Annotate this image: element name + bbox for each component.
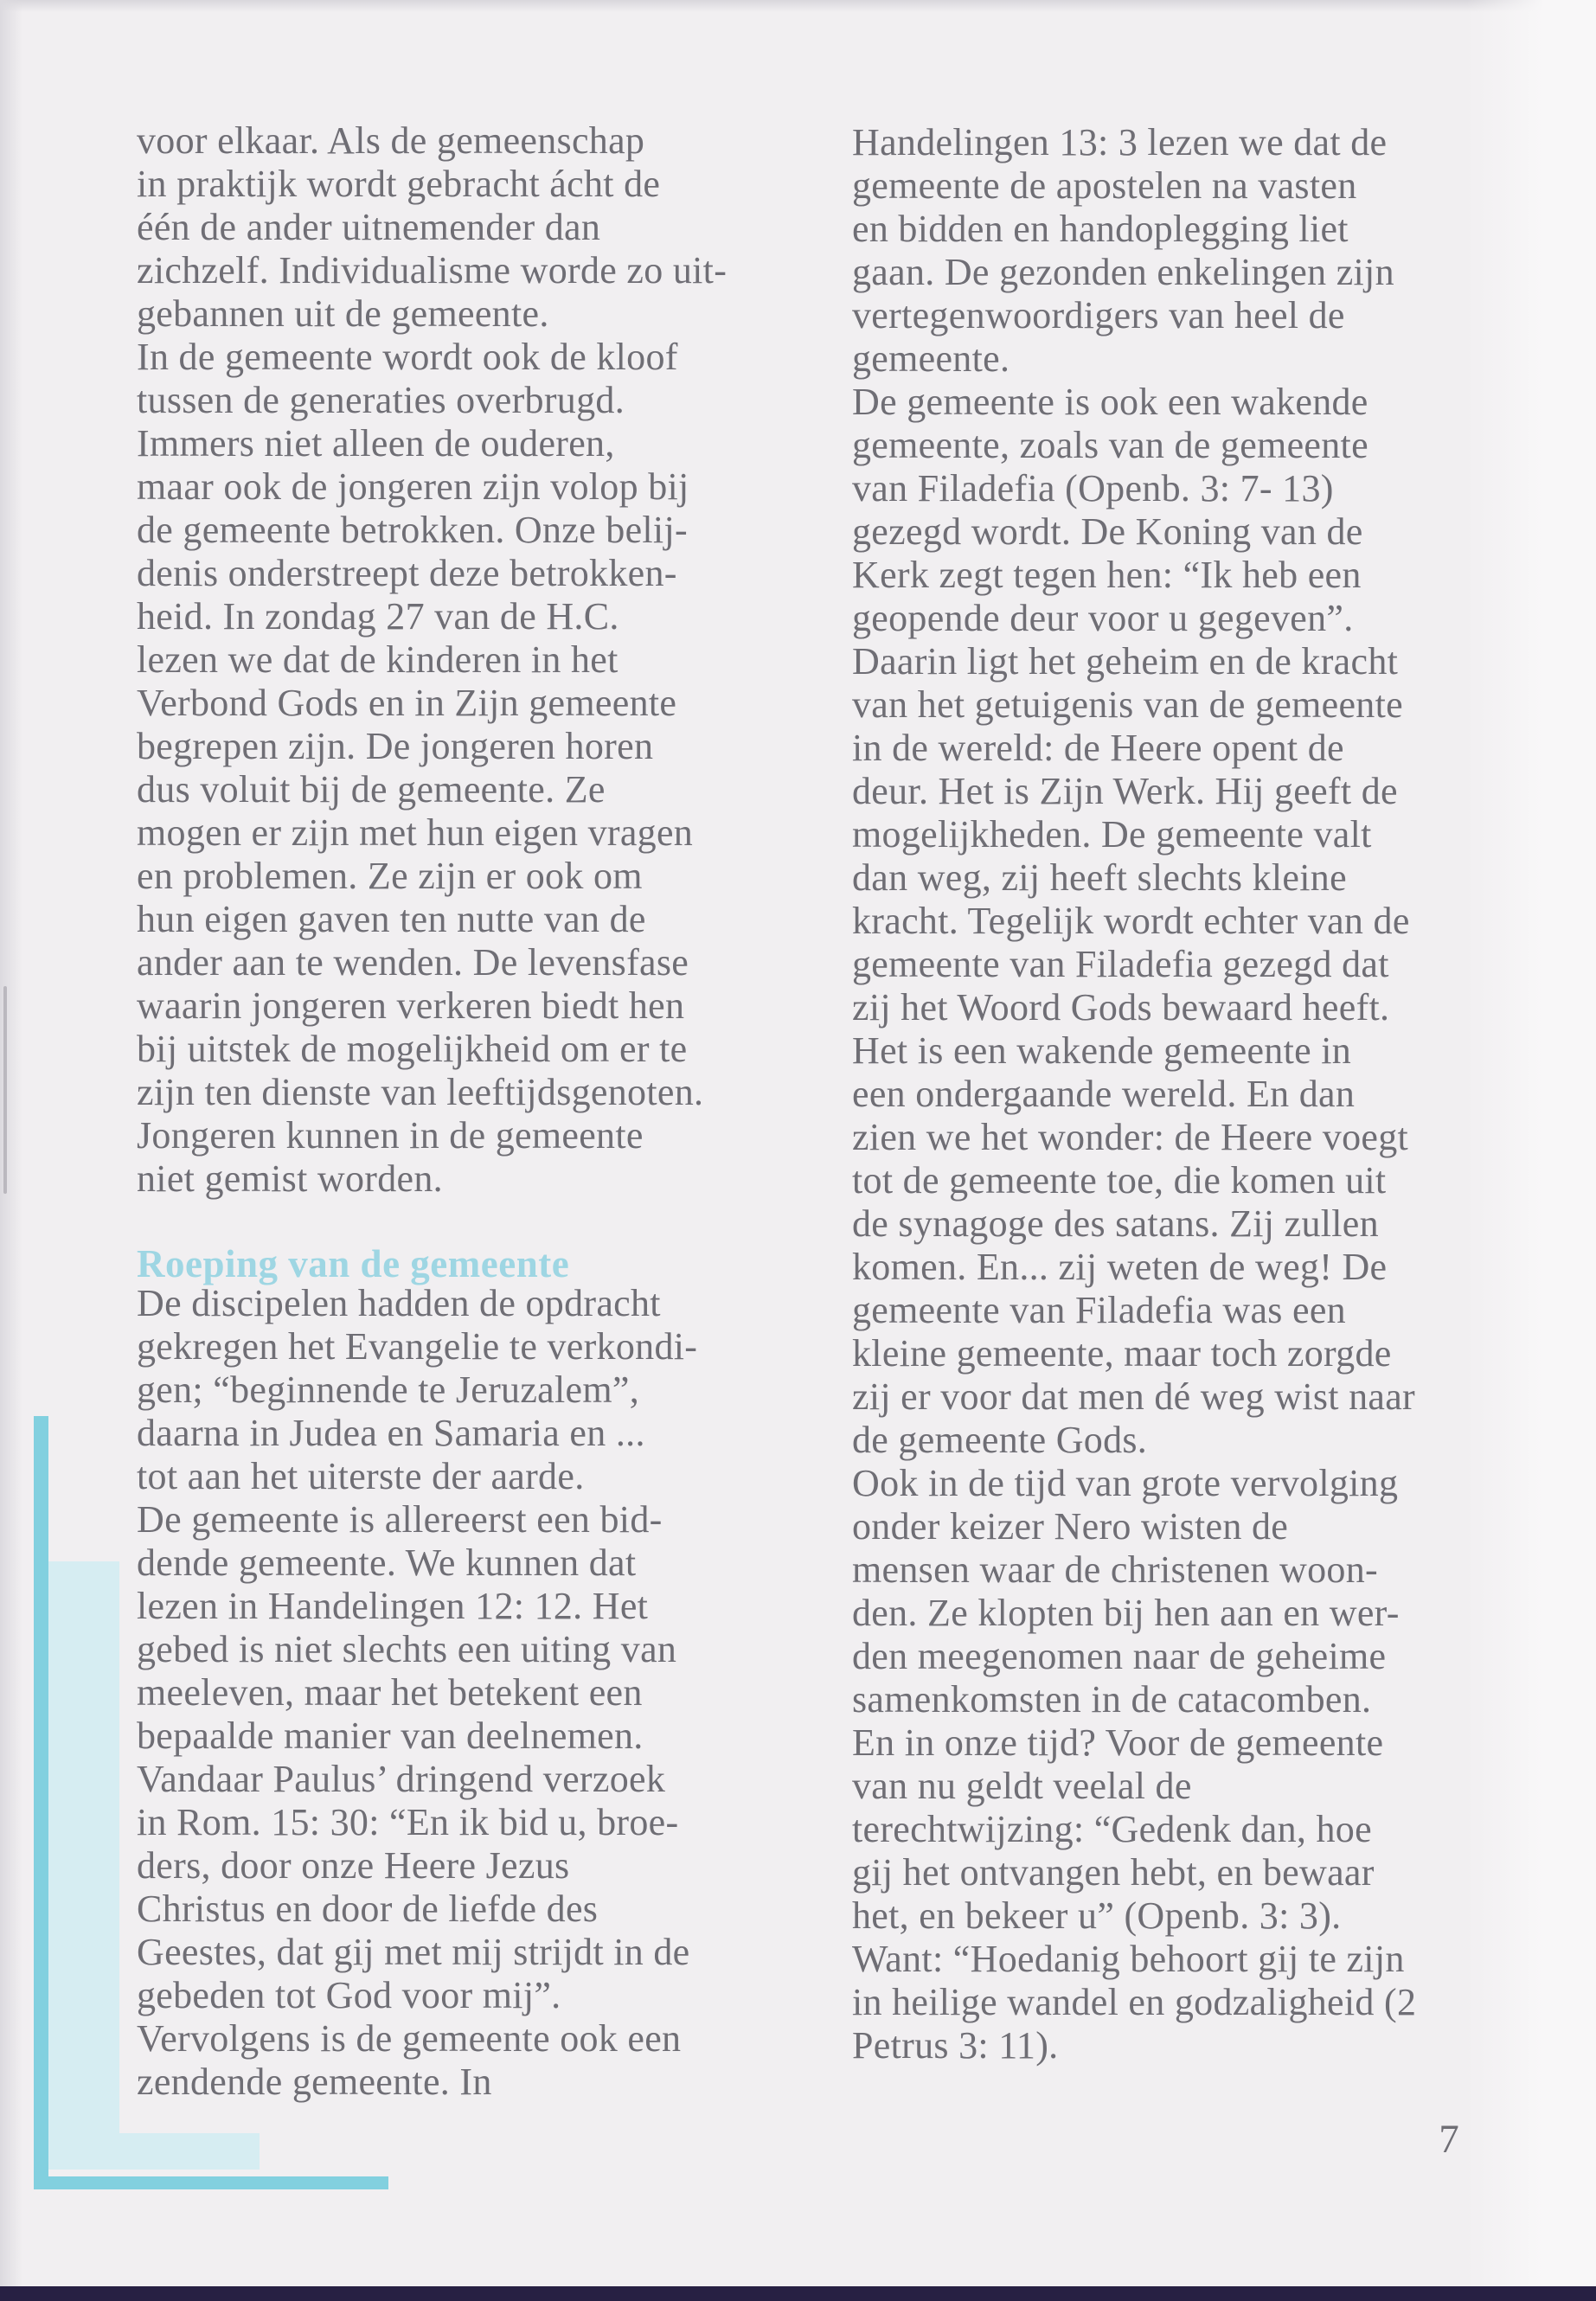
text-line: maar ook de jongeren zijn volop bij [137, 465, 689, 508]
text-line: Christus en door de liefde des [137, 1888, 599, 1930]
text-line: den. Ze klopten bij hen aan en wer- [852, 1592, 1400, 1634]
text-line: dende gemeente. We kunnen dat [137, 1541, 637, 1584]
text-line: De gemeente is allereerst een bid- [137, 1498, 663, 1541]
text-line: den meegenomen naar de geheime [852, 1635, 1387, 1677]
text-line: Kerk zegt tegen hen: “Ik heb een [852, 554, 1362, 596]
text-line: ders, door onze Heere Jezus [137, 1844, 570, 1887]
text-line: zien we het wonder: de Heere voegt [852, 1116, 1409, 1158]
text-line: Verbond Gods en in Zijn gemeente [137, 682, 677, 724]
text-line: zichzelf. Individualisme worde zo uit- [137, 249, 727, 292]
text-line: lezen we dat de kinderen in het [137, 638, 619, 681]
text-line: gij het ontvangen hebt, en bewaar [852, 1851, 1375, 1894]
text-line: gezegd wordt. De Koning van de [852, 510, 1363, 553]
decor-cyan-vertical-bar [34, 1416, 48, 2189]
text-line: komen. En... zij weten de weg! De [852, 1246, 1388, 1288]
text-line: niet gemist worden. [137, 1157, 443, 1200]
text-line: in praktijk wordt gebracht ácht de [137, 163, 661, 205]
text-line: gemeente van Filadefia was een [852, 1289, 1346, 1331]
text-line: en bidden en handoplegging liet [852, 208, 1349, 250]
text-line: Het is een wakende gemeente in [852, 1029, 1352, 1072]
text-line: in de wereld: de Heere opent de [852, 727, 1344, 769]
text-line: Ook in de tijd van grote vervolging [852, 1462, 1399, 1504]
text-line: Vervolgens is de gemeente ook een [137, 2017, 682, 2060]
text-line: dus voluit bij de gemeente. Ze [137, 768, 606, 811]
right-column [852, 121, 1527, 2067]
text-line: deur. Het is Zijn Werk. Hij geeft de [852, 770, 1398, 812]
text-line: gebannen uit de gemeente. [137, 292, 549, 335]
left-column-paragraph-1 [137, 119, 811, 1201]
text-line: de gemeente Gods. [852, 1419, 1148, 1461]
text-line: tot aan het uiterste der aarde. [137, 1455, 585, 1497]
text-line: gen; “beginnende te Jeruzalem”, [137, 1368, 640, 1411]
text-line: begrepen zijn. De jongeren horen [137, 725, 654, 767]
text-line: van Filadefia (Openb. 3: 7- 13) [852, 467, 1334, 510]
text-line: en problemen. Ze zijn er ook om [137, 855, 643, 897]
text-line: het, en bekeer u” (Openb. 3: 3). [852, 1894, 1342, 1937]
text-line: gekregen het Evangelie te verkondi- [137, 1325, 698, 1368]
text-line: zij het Woord Gods bewaard heeft. [852, 986, 1390, 1029]
text-line: Geestes, dat gij met mij strijdt in de [137, 1931, 690, 1973]
text-line: lezen in Handelingen 12: 12. Het [137, 1585, 649, 1627]
text-line: Immers niet alleen de ouderen, [137, 422, 615, 465]
text-line: tussen de generaties overbrugd. [137, 379, 625, 421]
text-line: ander aan te wenden. De levensfase [137, 941, 689, 984]
section-heading: Roeping van de gemeente [137, 1242, 570, 1285]
page-number: 7 [1439, 2117, 1459, 2162]
text-line: van nu geldt veelal de [852, 1765, 1192, 1807]
text-line: bij uitstek de mogelijkheid om er te [137, 1028, 688, 1070]
text-line: kracht. Tegelijk wordt echter van de [852, 900, 1410, 942]
text-line: Want: “Hoedanig behoort gij te zijn [852, 1938, 1405, 1980]
text-line: vertegenwoordigers van heel de [852, 294, 1345, 336]
text-line: gemeente de apostelen na vasten [852, 164, 1357, 207]
text-line: Daarin ligt het geheim en de kracht [852, 640, 1399, 683]
text-line: bepaalde manier van deelnemen. [137, 1715, 644, 1757]
text-line: In de gemeente wordt ook de kloof [137, 336, 678, 378]
scan-bottom-band [0, 2286, 1596, 2301]
left-column-paragraph-2 [137, 1282, 811, 2104]
text-line: gemeente, zoals van de gemeente [852, 424, 1368, 466]
decor-pale-cyan-horizontal-band [48, 2133, 260, 2170]
text-line: kleine gemeente, maar toch zorgde [852, 1332, 1392, 1375]
decor-pale-cyan-vertical-band [48, 1561, 119, 2135]
text-line: meeleven, maar het betekent een [137, 1671, 643, 1714]
decor-cyan-horizontal-bar [34, 2176, 388, 2189]
text-line: gaan. De gezonden enkelingen zijn [852, 251, 1394, 293]
text-line: waarin jongeren verkeren biedt hen [137, 984, 685, 1027]
text-line: mensen waar de christenen woon- [852, 1548, 1378, 1591]
text-line: En in onze tijd? Voor de gemeente [852, 1721, 1384, 1764]
text-line: de synagoge des satans. Zij zullen [852, 1202, 1379, 1245]
text-line: daarna in Judea en Samaria en ... [137, 1412, 645, 1454]
text-line: van het getuigenis van de gemeente [852, 683, 1403, 726]
text-line: gemeente van Filadefia gezegd dat [852, 943, 1389, 985]
text-line: terechtwijzing: “Gedenk dan, hoe [852, 1808, 1372, 1850]
text-line: zij er voor dat men dé weg wist naar [852, 1375, 1416, 1418]
text-line: hun eigen gaven ten nutte van de [137, 898, 646, 940]
text-line: De gemeente is ook een wakende [852, 381, 1368, 423]
text-line: onder keizer Nero wisten de [852, 1505, 1289, 1548]
text-line: Vandaar Paulus’ dringend verzoek [137, 1758, 666, 1800]
text-line: dan weg, zij heeft slechts kleine [852, 856, 1347, 899]
text-line: geopende deur voor u gegeven”. [852, 597, 1354, 639]
text-line: de gemeente betrokken. Onze belij- [137, 509, 688, 551]
text-line: heid. In zondag 27 van de H.C. [137, 595, 619, 638]
text-line: in Rom. 15: 30: “En ik bid u, broe- [137, 1801, 679, 1843]
text-line: Handelingen 13: 3 lezen we dat de [852, 121, 1388, 163]
text-line: mogen er zijn met hun eigen vragen [137, 811, 694, 854]
text-line: tot de gemeente toe, die komen uit [852, 1159, 1387, 1202]
scan-edge-top [0, 0, 1596, 12]
text-line: gebed is niet slechts een uiting van [137, 1628, 677, 1670]
text-line: zijn ten dienste van leeftijdsgenoten. [137, 1071, 704, 1113]
text-line: voor elkaar. Als de gemeenschap [137, 119, 645, 162]
text-line: mogelijkheden. De gemeente valt [852, 813, 1372, 856]
text-line: één de ander uitnemender dan [137, 206, 601, 248]
text-line: zendende gemeente. In [137, 2061, 492, 2103]
text-line: De discipelen hadden de opdracht [137, 1282, 661, 1324]
text-line: gemeente. [852, 337, 1010, 380]
text-line: samenkomsten in de catacomben. [852, 1678, 1372, 1721]
scan-artifact-line [3, 986, 7, 1194]
text-line: in heilige wandel en godzaligheid (2 [852, 1981, 1417, 2023]
text-line: gebeden tot God voor mij”. [137, 1974, 561, 2016]
text-line: Petrus 3: 11). [852, 2024, 1059, 2067]
text-line: denis onderstreept deze betrokken- [137, 552, 677, 594]
text-line: Jongeren kunnen in de gemeente [137, 1114, 644, 1157]
text-line: een ondergaande wereld. En dan [852, 1073, 1356, 1115]
